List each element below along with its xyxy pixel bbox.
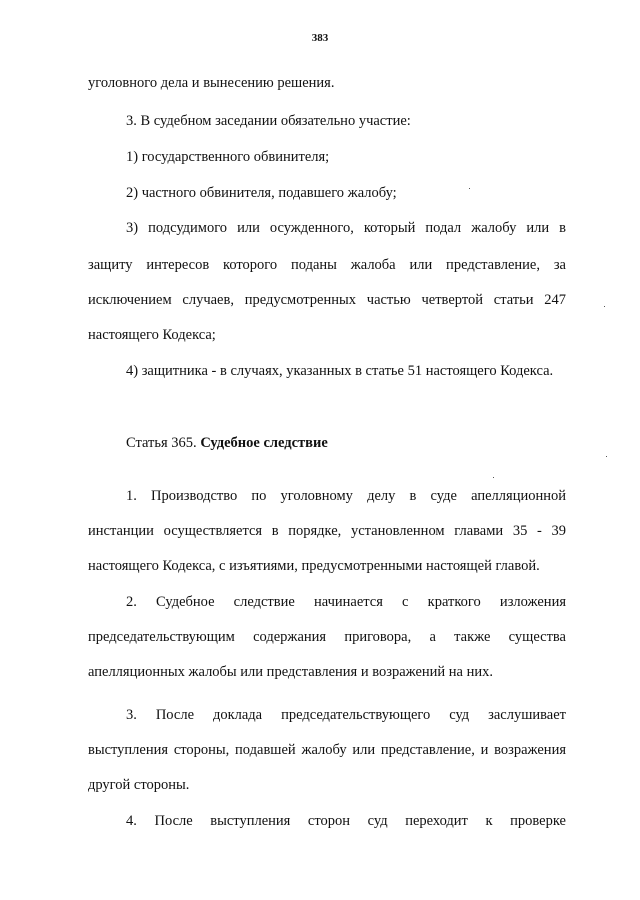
article-title: Судебное следствие bbox=[200, 435, 328, 451]
text-line: 3. В судебном заседании обязательно участие: bbox=[126, 113, 411, 129]
scan-speck bbox=[606, 456, 607, 457]
text-line: председательствующим содержания приговора, а также существа bbox=[88, 629, 566, 645]
text-line: защиту интересов которого поданы жалоба или представление, за bbox=[88, 257, 566, 273]
text-line: 4) защитника - в случаях, указанных в статье 51 настоящего Кодекса. bbox=[126, 363, 554, 379]
scan-speck bbox=[604, 306, 605, 307]
text-line: выступления стороны, подавшей жалобу или представление, и возражения bbox=[88, 742, 566, 758]
text-line: другой стороны. bbox=[88, 777, 190, 793]
text-line: апелляционных жалобы или представления и возражений на них. bbox=[88, 664, 494, 680]
article-heading bbox=[126, 434, 328, 452]
text-line: настоящего Кодекса; bbox=[88, 327, 216, 343]
text-line: 3) подсудимого или осужденного, который подал жалобу или в bbox=[126, 220, 566, 236]
text-line: 1) государственного обвинителя; bbox=[126, 149, 330, 165]
text-line: 1. Производство по уголовному делу в суде апелляционной bbox=[126, 488, 566, 504]
text-line: 2) частного обвинителя, подавшего жалобу; bbox=[126, 185, 397, 201]
scan-speck bbox=[493, 477, 494, 478]
article-number: Статья 365. bbox=[126, 435, 197, 451]
text-line: 3. После доклада председательствующего суд заслушивает bbox=[126, 707, 566, 723]
text-line: уголовного дела и вынесению решения. bbox=[88, 75, 335, 91]
text-line: настоящего Кодекса, с изъятиями, предусмотренными настоящей главой. bbox=[88, 558, 540, 574]
text-line: инстанции осуществляется в порядке, установленном главами 35 - 39 bbox=[88, 523, 566, 539]
text-line: 4. После выступления сторон суд переходит к проверке bbox=[126, 813, 566, 829]
text-line: 2. Судебное следствие начинается с краткого изложения bbox=[126, 594, 566, 610]
text-line: исключением случаев, предусмотренных частью четвертой статьи 247 bbox=[88, 292, 566, 308]
page-number: 383 bbox=[311, 32, 329, 44]
scan-speck bbox=[469, 188, 470, 189]
